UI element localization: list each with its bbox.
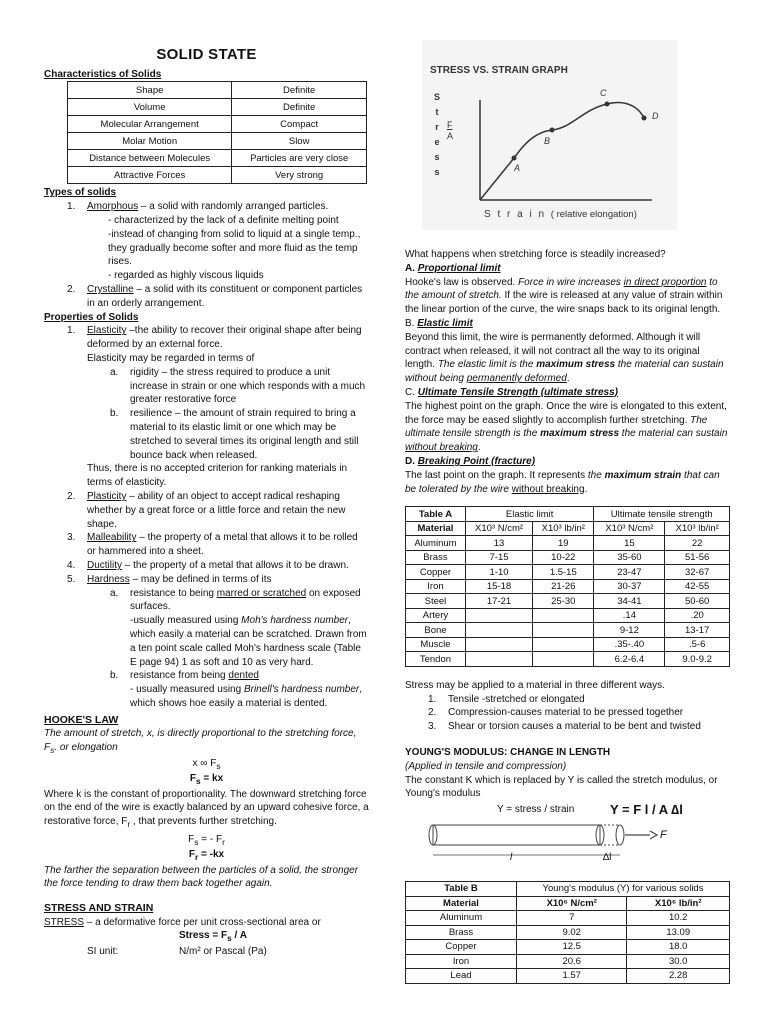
table-b-row <box>406 911 730 926</box>
k-paragraph: Where k is the constant of proportionality. The downward stretching force on the end of the wire is exactly balanced by an upward cohesive force, a restorative force, $F_r$ , that prevents further stretching. <box>44 788 369 830</box>
table-cell: 13.09 <box>627 925 730 940</box>
resilience-item: b. resilience – the amount of strain required to bring a material to its elastic limit or one which may be stretched to several times its original length and still bounce back when released. <box>110 408 359 461</box>
graph-label-c: C <box>600 88 607 98</box>
table-cell: 32-67 <box>665 565 730 580</box>
material-name: Tendon <box>406 652 466 667</box>
amorphous-item: 1. Amorphous – a solid with randomly arranged particles. <box>67 201 329 213</box>
characteristic-value: Slow <box>232 133 367 150</box>
amorphous-term: Amorphous <box>87 201 139 213</box>
ductility-item: 4. Ductility – the property of a metal that allows it to be drawn. <box>67 560 349 571</box>
table-cell: 35-60 <box>594 550 665 565</box>
types-heading: Types of solids <box>44 187 117 199</box>
plasticity-item: 2. Plasticity – ability of an object to accept radical reshaping whether by a great force or a little force and retain the new shape. <box>67 491 346 530</box>
graph-curve <box>480 103 644 200</box>
material-name: Lead <box>406 969 517 984</box>
table-cell: 9.0-9.2 <box>665 652 730 667</box>
characteristic-name: Molar Motion <box>68 133 232 150</box>
table-cell: .35-.40 <box>594 637 665 652</box>
characteristic-name: Shape <box>68 82 232 99</box>
table-a-row <box>406 565 730 580</box>
table-b: Table B Young's modulus (Y) for various solids Material X10⁶ N/cm² X10⁶ lb/in² Aluminum 7 10.2 Brass 9.02 13.09 Copper 12.5 18.0 Iron 20.6 30.0 Lead 1.57 2.28 <box>405 881 730 984</box>
paragraph-c: The highest point on the graph. Once the wire is elongated to this extent, the force may be eased slightly to accomplish further stretching. The ultimate tensile strength is the maximum stress the material can sustain without breaking. <box>405 400 728 454</box>
table-cell: 6.2-6.4 <box>594 652 665 667</box>
characteristics-table <box>67 81 367 184</box>
graph-f-over-a: F A <box>447 120 454 141</box>
graph-title: STRESS VS. STRAIN GRAPH <box>430 65 568 76</box>
hooke-equation: $F_s$ = kx <box>189 773 224 787</box>
table-cell: 23-47 <box>594 565 665 580</box>
heading-d: D. Breaking Point (fracture) <box>405 455 536 467</box>
table-a-row <box>406 594 730 609</box>
amorphous-line-1: - characterized by the lack of a definite melting point <box>108 215 339 227</box>
rod-force-label: F <box>660 829 667 842</box>
table-cell <box>533 637 594 652</box>
characteristic-value: Definite <box>232 99 367 116</box>
table-cell: 9.02 <box>517 925 627 940</box>
table-a-row <box>406 579 730 594</box>
table-cell: .14 <box>594 608 665 623</box>
table-cell: 18.0 <box>627 940 730 955</box>
table-cell: 12.5 <box>517 940 627 955</box>
table-cell: 19 <box>533 536 594 551</box>
table-cell: .5-6 <box>665 637 730 652</box>
table-cell: 13-17 <box>665 623 730 638</box>
young-subheading: (Applied in tensile and compression) <box>405 760 567 772</box>
table-cell: 17-21 <box>465 594 532 609</box>
material-name: Aluminum <box>406 911 517 926</box>
rod-diagram <box>405 817 730 867</box>
way-item: 1. Tensile -stretched or elongated <box>428 693 585 705</box>
elasticity-item: 1. Elasticity –the ability to recover their original shape after being deformed by an external force. <box>67 325 362 351</box>
rigidity-item: a. rigidity – the stress required to produce a unit increase in strain or one which responds with a much greater restorative force <box>110 366 366 406</box>
stress-strain-graph <box>422 40 677 230</box>
table-cell: 51-56 <box>665 550 730 565</box>
table-cell: 30-37 <box>594 579 665 594</box>
table-a-row <box>406 536 730 551</box>
characteristic-name: Attractive Forces <box>68 167 232 184</box>
table-a-row <box>406 608 730 623</box>
heading-c: C. Ultimate Tensile Strength (ultimate stress) <box>405 386 619 398</box>
heading-a: A. Proportional limit <box>405 262 501 274</box>
si-unit-row: SI unit: N/m² or Pascal (Pa) <box>87 945 267 957</box>
graph-point-b <box>550 128 555 133</box>
characteristic-value: Particles are very close <box>232 150 367 167</box>
table-cell: .20 <box>665 608 730 623</box>
table-b-header: Young's modulus (Y) for various solids <box>517 882 730 897</box>
amorphous-line-2: -instead of changing from solid to liquid at a single temp., they gradually become softer and more fluid as the temp rises. <box>108 228 361 268</box>
force-balance-equation: $F_s$ = - $F_r$ <box>188 833 225 847</box>
crystalline-item: 2. Crystalline – a solid with its constituent or component particles in an orderly arrangement. <box>67 284 363 309</box>
way-item: 2. Compression-causes material to be pressed together <box>428 707 684 719</box>
table-cell: 9-12 <box>594 623 665 638</box>
left-column: SOLID STATE Characteristics of Solids Shape Definite Volume Definite Molecular Arrangement Compact Molar Motion Slow Distance between Molecules Particles are very close Attractive Forces Very strong Types of solids 1. Amorphous – a solid with randomly arranged particles. - characterized by the lack of a definite melting point -instead of changing from solid to liquid at a single temp., they gradually become softer and more fluid as the temp rises. - regarded as highly viscous liquids 2. Crystalline – a solid with its constituent or component particles in an orderly arrangement. Properties of Solids 1. Elasticity –the ability to recover their original shape after being deformed by an external force. Elasticity may be regarded in terms of a. rigidity – the stress required to produce a unit increase in strain or one which responds with a much greater restorative force b. resilience – the amount of strain required to bring a material to its elastic limit or one which may be stretched to several times its original length and still bounce back when released. Thus, there is no accepted criterion for ranking materials in terms of elasticity. 2. Plasticity – ability of an object to accept radical reshaping whether by a great force or a little force and retain the new shape. 3. Malleability – the property of a metal that allows it to be rolled or hammered into a sheet. 4. Ductility – the property of a metal that allows it to be drawn. 5. Hardness – may be defined in terms of its a. resistance to being marred or scratched on exposed surfaces. -usually measured using Moh's hardness number, which easily a material can be scratched. Drawn from a ten point scale called Moh's hardness scale (Table E page 94) 1 as soft and 10 as very hard. b. resistance from being dented - usually measured using Brinell's hardness number, which shows hoe easily a material is dented. HOOKE'S LAW The amount of stretch, x, is directly proportional to the stretching force, $F_s$. or elongation x ∞ $F_s$ $F_s$ = kx Where k is the constant of proportionality. The downward stretching force on the end of the wire is exactly balanced by an upward cohesive force, a restorative force, $F_r$ , that prevents further stretching. $F_s$ = - $F_r$ $F_r = -kx$ The farther the separation between the particles of a solid, the stronger the force tending to draw them back together again. STRESS AND STRAIN STRESS – a deformative force per unit cross-sectional area or Stress = $F_s$ / A SI unit: N/m² or Pascal (Pa) <box>44 46 369 957</box>
characteristics-heading: Characteristics of Solids <box>44 68 162 80</box>
material-name: Steel <box>406 594 466 609</box>
table-cell: 7 <box>517 911 627 926</box>
table-cell <box>465 608 532 623</box>
hooke-intro: The amount of stretch, x, is directly proportional to the stretching force, $F_s$. or elongation <box>44 728 357 756</box>
table-b-row <box>406 969 730 984</box>
table-a-ultimate-header: Ultimate tensile strength <box>594 507 730 522</box>
table-cell: 25-30 <box>533 594 594 609</box>
table-cell: 42-55 <box>665 579 730 594</box>
table-cell <box>533 623 594 638</box>
characteristics-row <box>68 99 367 116</box>
hardness-b-detail: - usually measured using Brinell's hardness number, which shows hoe easily a material is dented. <box>130 684 363 709</box>
question: What happens when stretching force is steadily increased? <box>405 249 666 260</box>
table-b-row <box>406 925 730 940</box>
table-b-row <box>406 954 730 969</box>
crystalline-term: Crystalline <box>87 284 134 296</box>
paragraph-b: Beyond this limit, the wire is permanently deformed. Although it will contract when released, it will not contract all the way to its original length. The elastic limit is the maximum stress the material can sustain without being permanently deformed. <box>405 331 724 385</box>
table-a-label: Table A <box>406 507 466 522</box>
table-cell: 15 <box>594 536 665 551</box>
graph-point-a <box>512 156 517 161</box>
table-cell: 21-26 <box>533 579 594 594</box>
characteristic-name: Volume <box>68 99 232 116</box>
material-name: Muscle <box>406 637 466 652</box>
page-title: SOLID STATE <box>156 46 257 63</box>
table-cell: 1.5-15 <box>533 565 594 580</box>
characteristics-row <box>68 150 367 167</box>
ways-list <box>405 693 730 734</box>
hooke-heading: HOOKE'S LAW <box>44 713 119 726</box>
characteristics-row <box>68 82 367 99</box>
stress-strain-heading: STRESS AND STRAIN <box>44 902 154 915</box>
material-name: Brass <box>406 550 466 565</box>
material-name: Bone <box>406 623 466 638</box>
table-a-row <box>406 550 730 565</box>
table-a: Table A Elastic limit Ultimate tensile strength Material X10³ N/cm² X10³ lb/in² X10³ N/cm² X10³ lb/in² Aluminum 13 19 15 22 Brass 7-15 10-22 35-60 51-56 Copper 1-10 1.5-15 23-47 32-67 Iron 15-18 21-26 30-37 42-55 Steel 17-21 25-30 34-41 50-60 Artery .14 .20 Bone 9-12 13-17 Muscle .35-.40 .5-6 Tendon 6.2-6.4 9.0-9.2 <box>405 506 730 667</box>
table-cell <box>533 608 594 623</box>
material-name: Artery <box>406 608 466 623</box>
material-name: Brass <box>406 925 517 940</box>
graph-label-d: D <box>652 111 659 121</box>
malleability-item: 3. Malleability – the property of a metal that allows it to be rolled or hammered into a sheet. <box>67 532 358 558</box>
table-cell <box>465 623 532 638</box>
material-name: Copper <box>406 940 517 955</box>
material-name: Copper <box>406 565 466 580</box>
graph-y-label: S t r e s s <box>433 92 440 177</box>
table-a-elastic-header: Elastic limit <box>465 507 594 522</box>
table-cell: 13 <box>465 536 532 551</box>
stress-equation: Stress = $F_s$ / A <box>179 930 247 944</box>
properties-heading: Properties of Solids <box>44 311 139 323</box>
young-heading: YOUNG'S MODULUS: CHANGE IN LENGTH <box>405 747 611 759</box>
table-cell: 2.28 <box>627 969 730 984</box>
elasticity-thus: Thus, there is no accepted criterion for ranking materials in terms of elasticity. <box>87 463 348 489</box>
characteristics-row <box>68 116 367 133</box>
table-cell: 1-10 <box>465 565 532 580</box>
characteristic-value: Compact <box>232 116 367 133</box>
table-cell: 7-15 <box>465 550 532 565</box>
characteristics-row <box>68 133 367 150</box>
heading-b: B. Elastic limit <box>405 317 473 329</box>
ways-intro: Stress may be applied to a material in three different ways. <box>405 679 665 691</box>
table-cell: 50-60 <box>665 594 730 609</box>
table-a-row <box>406 637 730 652</box>
table-b-label: Table B <box>406 882 517 897</box>
table-cell: 30.0 <box>627 954 730 969</box>
rod-delta-label: ∆l <box>603 852 612 864</box>
graph-x-label: S t r a i n ( relative elongation) <box>484 209 637 220</box>
table-cell: 1.57 <box>517 969 627 984</box>
material-name: Aluminum <box>406 536 466 551</box>
characteristic-name: Molecular Arrangement <box>68 116 232 133</box>
hardness-a-detail: -usually measured using Moh's hardness number, which easily a material can be scratched. Drawn from a ten point scale called Moh's hardness scale (Table E page 94) 1 as soft and 10 as very hard. <box>130 615 367 668</box>
characteristic-value: Very strong <box>232 167 367 184</box>
hardness-item: 5. Hardness – may be defined in terms of its <box>67 573 272 585</box>
table-b-row <box>406 940 730 955</box>
characteristics-row <box>68 167 367 184</box>
way-item: 3. Shear or torsion causes a material to be bent and twisted <box>428 721 701 733</box>
table-cell <box>465 652 532 667</box>
characteristic-value: Definite <box>232 82 367 99</box>
material-name: Iron <box>406 954 517 969</box>
young-paragraph: The constant K which is replaced by Y is called the stretch modulus, or Young's modulus <box>405 774 718 800</box>
table-cell: 10.2 <box>627 911 730 926</box>
table-a-row <box>406 623 730 638</box>
farther-paragraph: The farther the separation between the particles of a solid, the stronger the force tending to draw them back together again. <box>44 864 359 890</box>
material-name: Iron <box>406 579 466 594</box>
young-equation-block <box>405 801 730 867</box>
table-cell <box>465 637 532 652</box>
table-cell: 22 <box>665 536 730 551</box>
rod-length-label: l <box>510 852 513 864</box>
proportion-equation: x ∞ $F_s$ <box>192 757 221 771</box>
table-cell <box>533 652 594 667</box>
stress-definition: STRESS – a deformative force per unit cross-sectional area or <box>44 916 321 928</box>
amorphous-line-3: - regarded as highly viscous liquids <box>108 270 264 282</box>
characteristic-name: Distance between Molecules <box>68 150 232 167</box>
paragraph-d: The last point on the graph. It represents the maximum strain that can be tolerated by the wire without breaking. <box>405 469 720 495</box>
hardness-a-item: a. resistance to being marred or scratched on exposed surfaces. <box>110 587 361 613</box>
graph-point-d <box>642 116 647 121</box>
table-cell: 20.6 <box>517 954 627 969</box>
table-cell: 15-18 <box>465 579 532 594</box>
graph-label-b: B <box>544 136 551 146</box>
right-column <box>405 0 730 984</box>
graph-point-c <box>605 102 610 107</box>
young-eq-2: Y = F l / A ∆l <box>610 802 683 818</box>
graph-label-a: A <box>514 163 521 173</box>
paragraph-a: Hooke's law is observed. Force in wire increases in direct proportion to the amount of stretch. If the wire is released at any value of strain within the linear portion of the curve, the wire snaps back to its original length. <box>405 276 723 316</box>
hardness-b-item: b. resistance from being dented <box>110 670 259 682</box>
table-cell: 34-41 <box>594 594 665 609</box>
table-cell: 10-22 <box>533 550 594 565</box>
restoring-force-equation: $F_r = -kx$ <box>188 849 225 863</box>
young-eq-1: Y = stress / strain <box>497 804 575 816</box>
table-a-row <box>406 652 730 667</box>
